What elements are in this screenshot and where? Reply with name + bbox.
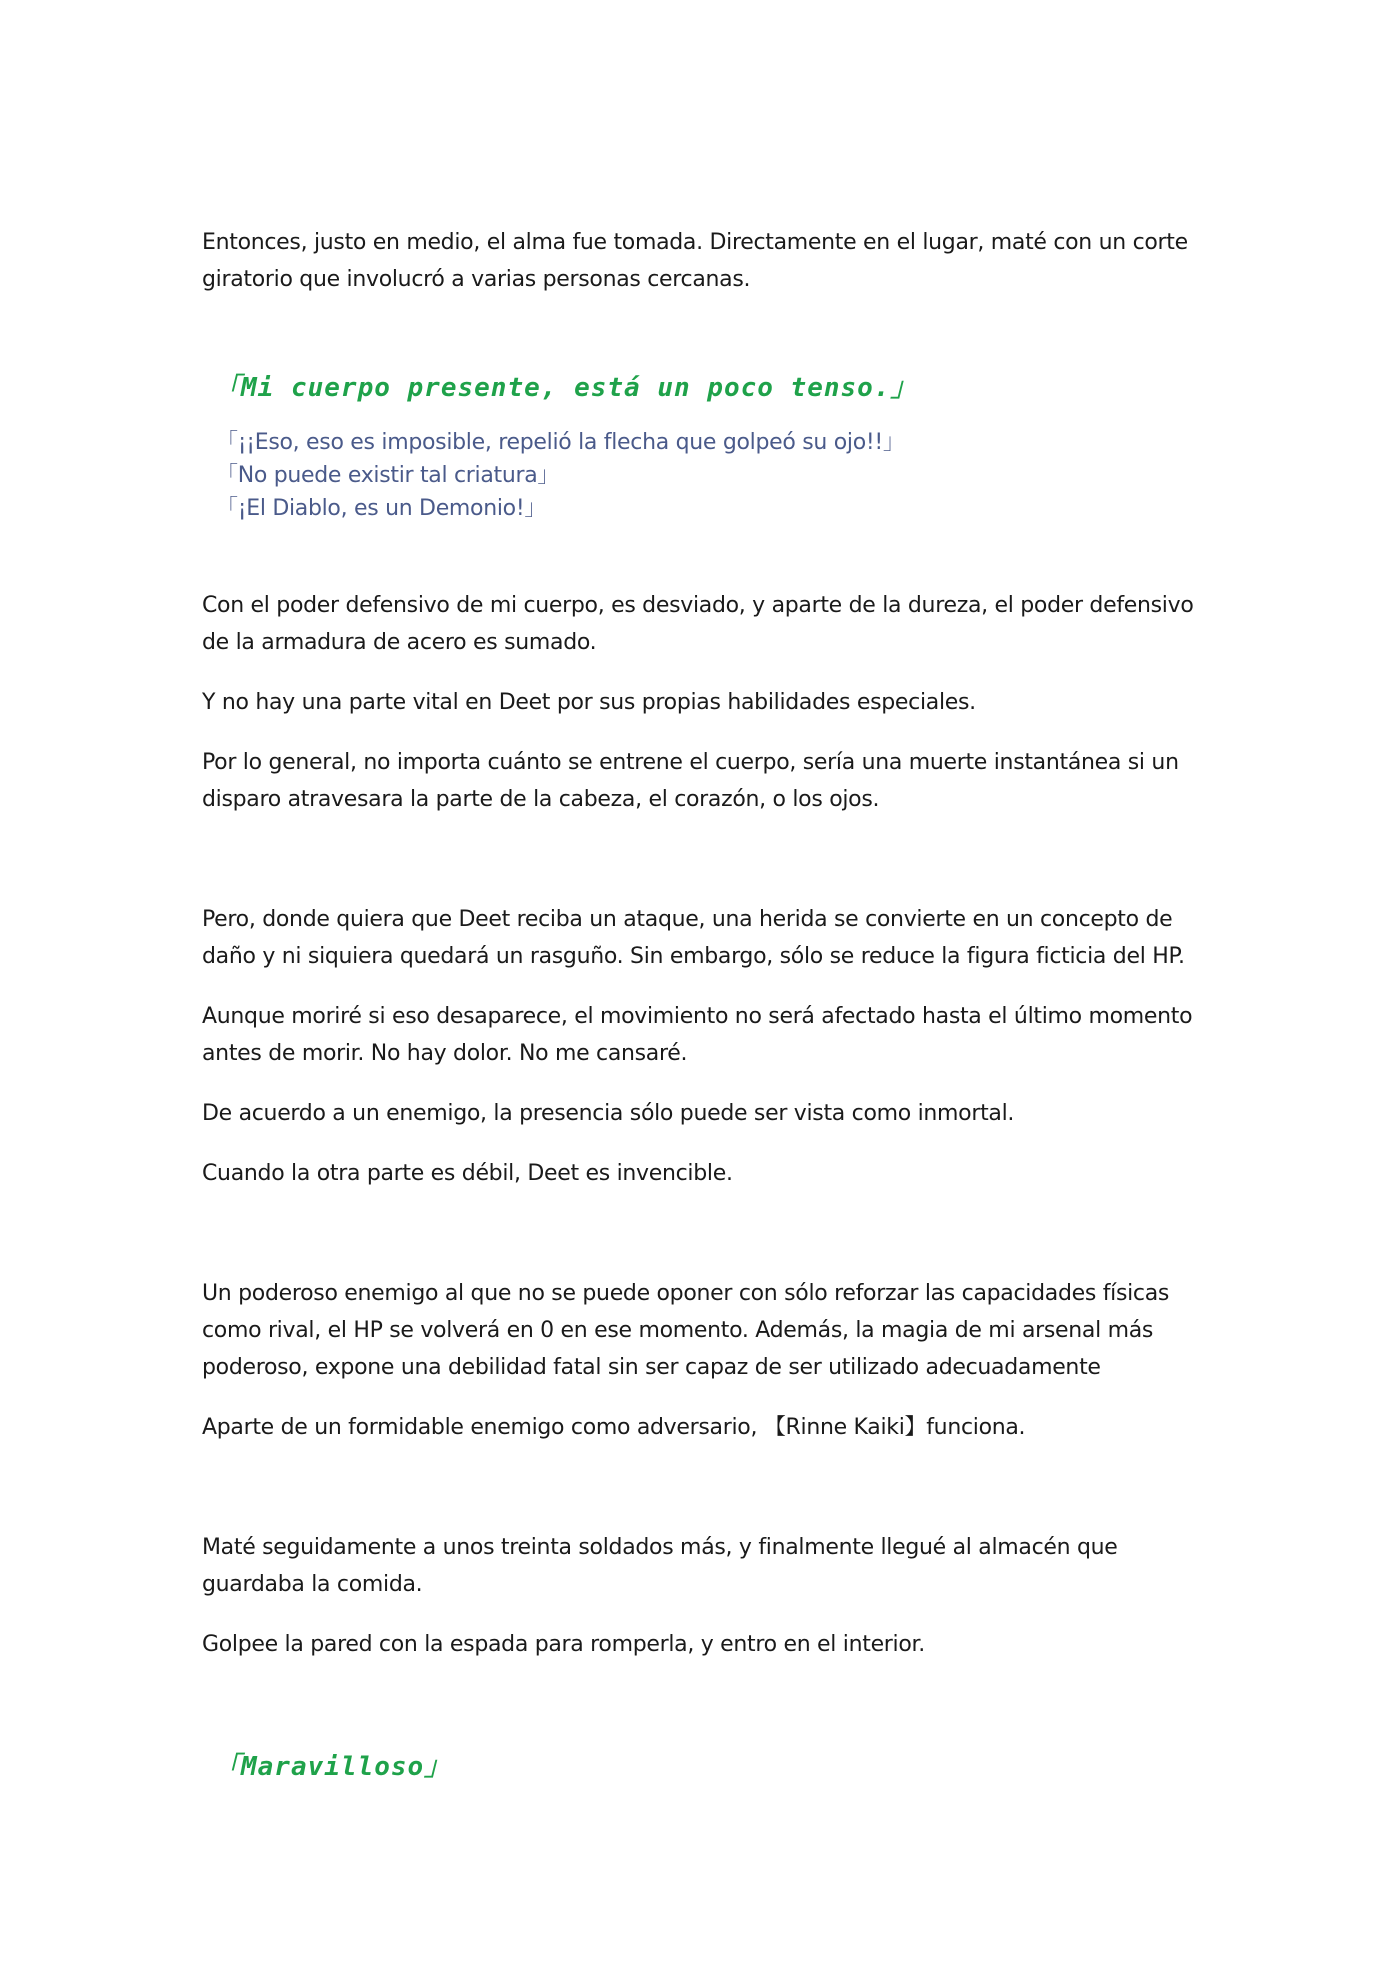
- paragraph: Golpee la pared con la espada para romperla, y entro en el interior.: [202, 1632, 925, 1657]
- paragraph: Pero, donde quiera que Deet reciba un ataque, una herida se convierte en un concepto de daño y ni siquiera quedará un rasguño. Sin embargo, sólo se reduce la figura ficticia del HP.: [202, 907, 1185, 969]
- paragraph: Un poderoso enemigo al que no se puede oponer con sólo reforzar las capacidades físicas como rival, el HP se volverá en 0 en ese momento. Además, la magia de mi arsenal más poderoso, expone una debilidad fatal sin ser capaz de ser utilizado adecuadamente: [202, 1281, 1170, 1380]
- dialogue-line: 「¡El Diablo, es un Demonio!」: [216, 496, 547, 521]
- paragraph: Y no hay una parte vital en Deet por sus propias habilidades especiales.: [202, 690, 976, 715]
- document-body: [202, 224, 1212, 1787]
- paragraph: Por lo general, no importa cuánto se entrene el cuerpo, sería una muerte instantánea si un disparo atravesara la parte de la cabeza, el corazón, o los ojos.: [202, 750, 1179, 812]
- dialogue-line: 「¡¡Eso, eso es imposible, repelió la flecha que golpeó su ojo!!」: [216, 430, 905, 455]
- inner-voice-line: 「Maravilloso」: [214, 1752, 452, 1782]
- paragraph: Entonces, justo en medio, el alma fue tomada. Directamente en el lugar, maté con un corte giratorio que involucró a varias personas cercanas.: [202, 230, 1188, 292]
- paragraph: Aparte de un formidable enemigo como adversario, 【Rinne Kaiki】funciona.: [202, 1415, 1026, 1440]
- paragraph: De acuerdo a un enemigo, la presencia sólo puede ser vista como inmortal.: [202, 1101, 1015, 1126]
- paragraph: Maté seguidamente a unos treinta soldados más, y finalmente llegué al almacén que guardaba la comida.: [202, 1535, 1118, 1597]
- dialogue-line: 「No puede existir tal criatura」: [216, 463, 560, 488]
- paragraph: Aunque moriré si eso desaparece, el movimiento no será afectado hasta el último momento antes de morir. No hay dolor. No me cansaré.: [202, 1004, 1193, 1066]
- inner-voice-line: 「Mi cuerpo presente, está un poco tenso.」: [214, 373, 918, 403]
- paragraph: Con el poder defensivo de mi cuerpo, es desviado, y aparte de la dureza, el poder defensivo de la armadura de acero es sumado.: [202, 593, 1194, 655]
- paragraph: Cuando la otra parte es débil, Deet es invencible.: [202, 1161, 733, 1186]
